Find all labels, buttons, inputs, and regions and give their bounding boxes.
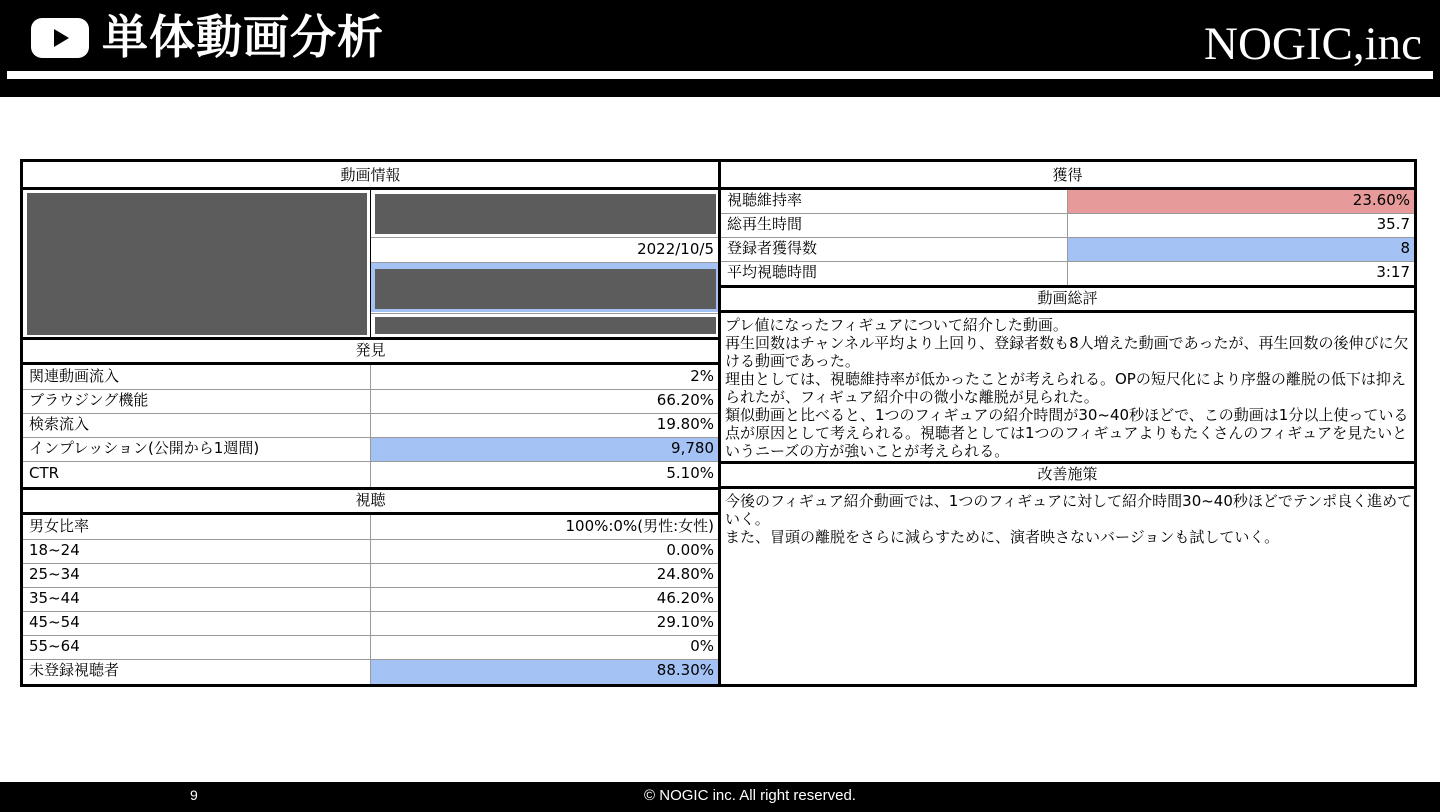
subscribers-gained-value: 8 [1068, 238, 1414, 261]
discovery-value: 66.20% [656, 391, 714, 409]
review-text: プレ値になったフィギュアについて紹介した動画。 再生回数はチャンネル平均より上回り、登録者数も8人増えた動画であったが、再生回数の後伸びに欠ける動画であった。 理由としては、視聴維持率が低かったことが考えられる。OPの短尺化により序盤の離脱の低下は抑えられたが、フィギュア紹介中の微小な離脱が見られた。 類似動画と比べると、1つのフィギュアの紹介時間が30~40秒ほどで、この動画は1分以上使っている点が原因として考えられる。視聴者としては1つのフィギュアよりもたくさんのフィギュアを見たいというニーズの方が強いことが考えられる。 [725, 316, 1409, 460]
viewing-value: 46.20% [656, 589, 714, 607]
viewing-label: 45~54 [29, 613, 80, 631]
acquisition-header: 獲得 [1052, 166, 1083, 184]
viewing-label: 25~34 [29, 565, 80, 583]
improvement-text: 今後のフィギュア紹介動画では、1つのフィギュアに対して紹介時間30~40秒ほどでテンポ良く進めていく。 また、冒頭の離脱をさらに減らすために、演者映さないバージョンも試していく。 [725, 492, 1413, 546]
acquisition-value: 35.7 [1376, 215, 1410, 233]
viewing-label: 男女比率 [29, 517, 90, 535]
viewing-label: 未登録視聴者 [29, 661, 120, 679]
retention-rate-value: 23.60% [1068, 190, 1414, 213]
discovery-label: 関連動画流入 [29, 367, 120, 385]
video-thumbnail-redacted [27, 193, 367, 335]
video-detail-redacted [375, 269, 716, 309]
viewing-value: 100%:0%(男性:女性) [565, 517, 714, 535]
slide-header [0, 0, 1440, 97]
youtube-play-icon [31, 18, 89, 58]
discovery-label: 検索流入 [29, 415, 90, 433]
viewing-label: 18~24 [29, 541, 80, 559]
review-header: 動画総評 [1037, 289, 1098, 307]
page-number: 9 [190, 787, 198, 803]
acquisition-value: 3:17 [1376, 263, 1410, 281]
viewing-label: 35~44 [29, 589, 80, 607]
discovery-header: 発見 [355, 341, 386, 359]
discovery-value: 2% [690, 367, 714, 385]
acquisition-label: 視聴維持率 [727, 191, 803, 209]
page-title: 単体動画分析 [102, 10, 384, 64]
video-url-redacted [375, 317, 716, 334]
discovery-label: ブラウジング機能 [29, 391, 149, 409]
slide-footer [0, 782, 1440, 812]
viewing-value: 0.00% [666, 541, 714, 559]
acquisition-label: 平均視聴時間 [727, 263, 818, 281]
unregistered-viewers-value: 88.30% [371, 660, 718, 684]
video-title-redacted [375, 194, 716, 234]
video-publish-date: 2022/10/5 [637, 240, 714, 258]
discovery-label: インプレッション(公開から1週間) [29, 439, 260, 457]
video-info-header: 動画情報 [340, 166, 401, 184]
header-divider [7, 71, 1433, 79]
viewing-label: 55~64 [29, 637, 80, 655]
analysis-table [20, 159, 1417, 687]
improvement-header: 改善施策 [1037, 465, 1098, 483]
impressions-value: 9,780 [371, 438, 718, 461]
copyright-text: © NOGIC inc. All right reserved. [644, 787, 856, 804]
brand-logo-text: NOGIC,inc [1204, 18, 1422, 70]
acquisition-label: 登録者獲得数 [727, 239, 818, 257]
viewing-header: 視聴 [355, 491, 386, 509]
discovery-value: 19.80% [656, 415, 714, 433]
viewing-value: 29.10% [656, 613, 714, 631]
viewing-value: 0% [690, 637, 714, 655]
viewing-value: 24.80% [656, 565, 714, 583]
acquisition-label: 総再生時間 [727, 215, 803, 233]
discovery-label: CTR [29, 464, 60, 482]
discovery-value: 5.10% [666, 464, 714, 482]
